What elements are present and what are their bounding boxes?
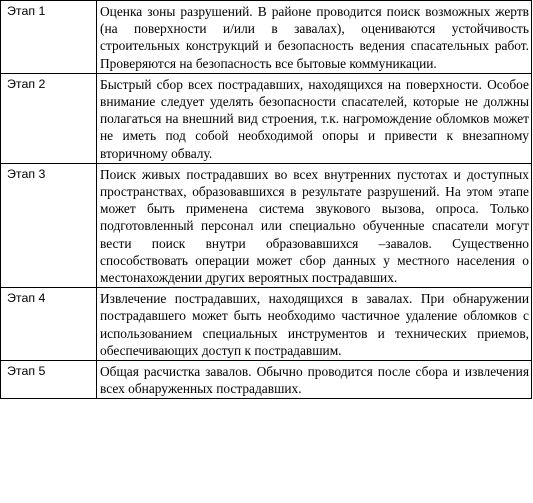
stage-label: Этап 2 — [1, 73, 97, 163]
table-row — [1, 361, 532, 399]
stage-description: Поиск живых пострадавших во всех внутренних пустотах и доступных пространствах, образовавшихся в результате разрушений. На этом этапе может быть применена система звукового вызова, опроса. Только подготовленный персонал или специально обученные спасатели могут вести поиск внутри образовавшихся –завалов. Существенно способствовать операции может сбор данных у местного населения о местонахождении других вероятных пострадавших. — [97, 163, 532, 287]
stage-label: Этап 3 — [1, 163, 97, 287]
table-row — [1, 288, 532, 361]
stage-description: Извлечение пострадавших, находящихся в завалах. При обнаружении пострадавшего может быть необходимо частичное удаление обломков с использованием специальных инструментов и технических приемов, обеспечивающих доступ к пострадавшим. — [97, 288, 532, 361]
stage-description: Быстрый сбор всех пострадавших, находящихся на поверхности. Особое внимание следует уделять безопасности спасателей, которые не должны полагаться на внешний вид строения, т.к. нагромождение обломков может не иметь под собой необходимой опоры и привести к внезапному вторичному обвалу. — [97, 73, 532, 163]
table-row — [1, 73, 532, 163]
table-row — [1, 163, 532, 287]
stage-description: Оценка зоны разрушений. В районе проводится поиск возможных жертв (на поверхности и/или в завалах), оцениваются устойчивость строительных конструкций и безопасность ведения спасательных работ. Проверяются на безопасность все бытовые коммуникации. — [97, 1, 532, 74]
stage-description: Общая расчистка завалов. Обычно проводится после сбора и извлечения всех обнаруженных пострадавших. — [97, 361, 532, 399]
stage-label: Этап 4 — [1, 288, 97, 361]
stage-label: Этап 5 — [1, 361, 97, 399]
table-row — [1, 1, 532, 74]
stage-label: Этап 1 — [1, 1, 97, 74]
